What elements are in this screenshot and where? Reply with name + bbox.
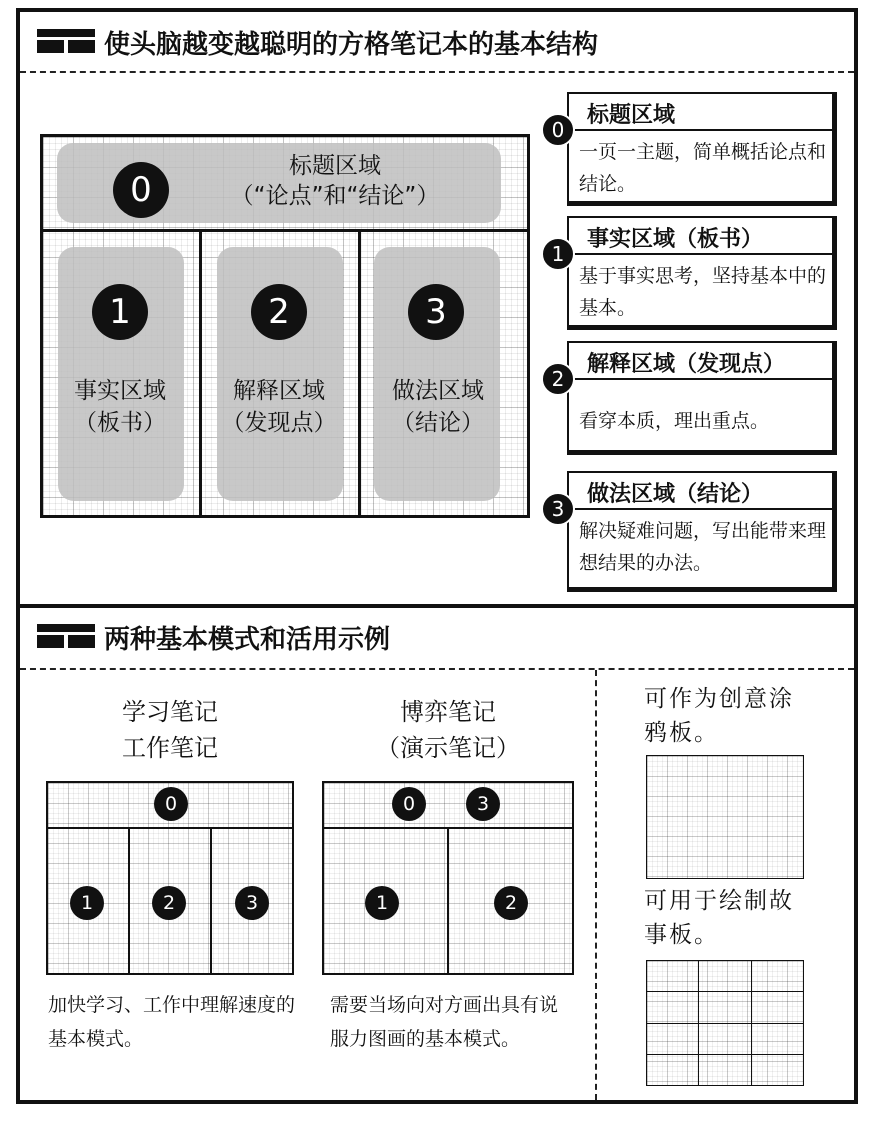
number-badge-0: 0 <box>113 162 169 218</box>
side-number-badge-3: 3 <box>541 492 575 526</box>
section2-title: 两种基本模式和活用示例 <box>104 625 391 655</box>
idea-board-grid <box>646 755 804 879</box>
pattern1-badge-1: 1 <box>70 886 104 920</box>
pattern2-column-divider <box>447 827 449 975</box>
section1-header-rule <box>20 71 854 73</box>
pattern2-description: 需要当场向对方画出具有说服力图画的基本模式。 <box>330 994 559 1050</box>
pattern2-badge-1: 1 <box>365 886 399 920</box>
pattern1-badge-2: 2 <box>152 886 186 920</box>
pattern1-description: 加快学习、工作中理解速度的基本模式。 <box>48 994 296 1050</box>
section-bar-icon <box>37 29 95 53</box>
pattern1-column-divider <box>210 827 212 975</box>
section-bar-icon <box>37 624 95 648</box>
title-divider <box>40 229 530 232</box>
number-badge-2: 2 <box>251 284 307 340</box>
pattern1-badge-0: 0 <box>154 787 188 821</box>
section1-title: 使头脑越变越聪明的方格笔记本的基本结构 <box>104 30 599 60</box>
section-divider <box>16 604 858 608</box>
side-box-title-area: 标题区域 一页一主题，简单概括论点和结论。 <box>567 92 837 206</box>
section2-column-rule <box>595 670 597 1100</box>
side-number-badge-2: 2 <box>541 362 575 396</box>
side-number-badge-0: 0 <box>541 113 575 147</box>
storyboard-line <box>646 1054 804 1055</box>
fact-area-label: 事实区域 （板书） <box>74 378 166 436</box>
pattern2-badge-2: 2 <box>494 886 528 920</box>
pattern1-title: 学习笔记 工作笔记 <box>122 698 218 762</box>
pattern2-title: 博弈笔记 （演示笔记） <box>376 698 520 762</box>
pattern2-badge-0: 0 <box>392 787 426 821</box>
pattern1-column-divider <box>128 827 130 975</box>
storyboard-caption: 可用于绘制故事板。 <box>644 888 794 948</box>
section2-header-rule <box>20 668 854 670</box>
side-box-fact-area: 事实区域（板书） 基于事实思考，坚持基本中的基本。 <box>567 216 837 330</box>
pattern2-badge-3: 3 <box>466 787 500 821</box>
storyboard-line <box>646 1023 804 1024</box>
pattern1-badge-3: 3 <box>235 886 269 920</box>
side-box-interpretation-area: 解释区域（发现点） 看穿本质，理出重点。 <box>567 341 837 455</box>
number-badge-1: 1 <box>92 284 148 340</box>
pattern1-title-divider <box>46 827 294 829</box>
column-divider <box>199 229 202 518</box>
side-number-badge-1: 1 <box>541 237 575 271</box>
interpretation-area-label: 解释区域 （发现点） <box>221 378 337 436</box>
side-box-action-area: 做法区域（结论） 解决疑难问题，写出能带来理想结果的办法。 <box>567 471 837 592</box>
title-area-label: 标题区域 （“论点”和“结论”） <box>230 153 440 209</box>
column-divider <box>358 229 361 518</box>
idea-board-caption: 可作为创意涂鸦板。 <box>644 686 794 746</box>
number-badge-3: 3 <box>408 284 464 340</box>
storyboard-line <box>646 991 804 992</box>
action-area-label: 做法区域 （结论） <box>392 378 484 436</box>
